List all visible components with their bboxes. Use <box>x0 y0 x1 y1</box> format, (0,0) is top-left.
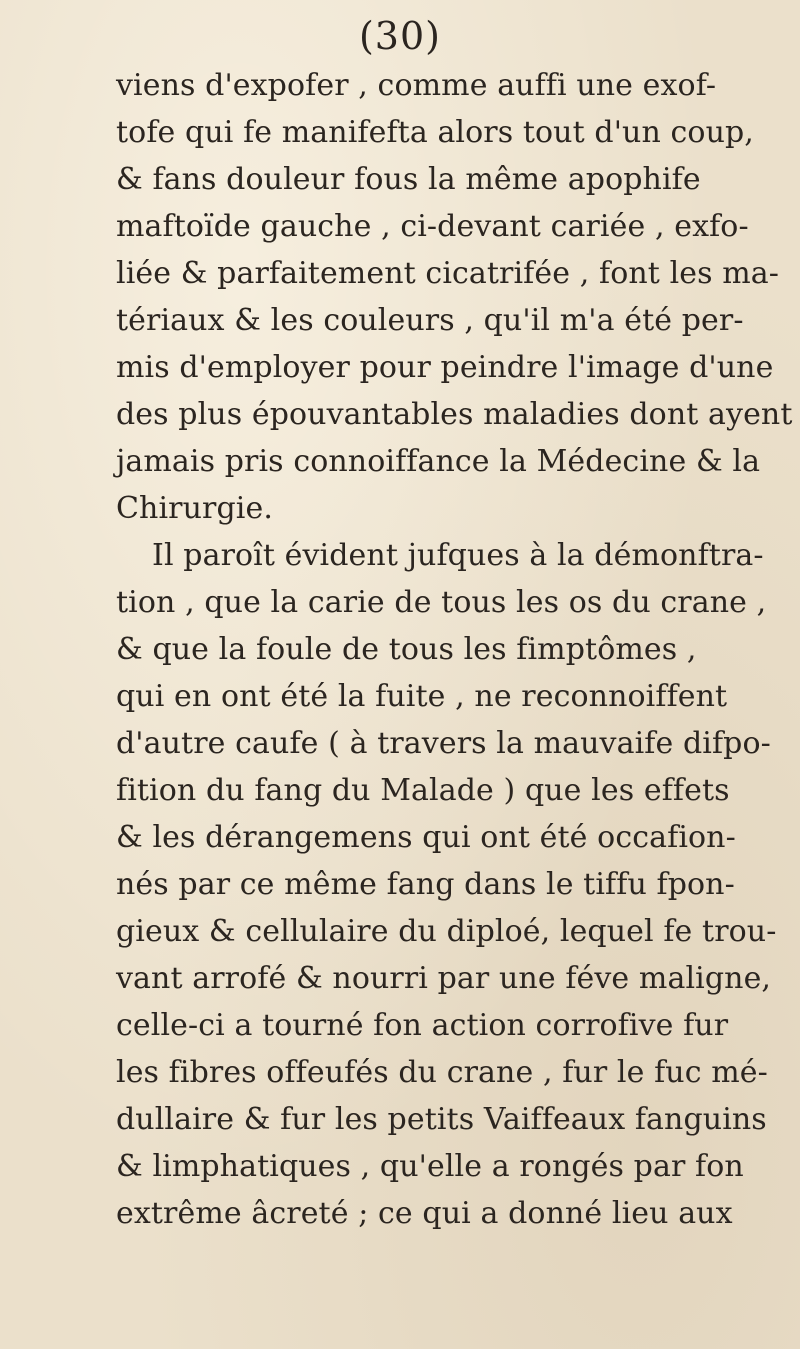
body-text <box>116 62 800 1237</box>
text-line: mis d'employer pour peindre l'image d'une <box>116 350 774 385</box>
text-line: des plus épouvantables maladies dont ayent <box>116 397 793 432</box>
text-line: extrême âcreté ; ce qui a donné lieu aux <box>116 1196 733 1231</box>
text-line: gieux & cellulaire du diploé, lequel fe trou- <box>116 914 777 949</box>
paragraph-start-line: Il paroît évident jufques à la démonftra- <box>152 538 764 573</box>
text-line: viens d'expofer , comme auffi une exof- <box>116 68 717 103</box>
text-line: liée & parfaitement cicatrifée , font les ma- <box>116 256 780 291</box>
text-line: celle-ci a tourné fon action corrofive fur <box>116 1008 729 1043</box>
text-line: & les dérangemens qui ont été occafion- <box>116 820 736 855</box>
text-line: maftoïde gauche , ci-devant cariée , exfo- <box>116 209 749 244</box>
text-line: jamais pris connoiffance la Médecine & la <box>116 444 761 479</box>
text-line: & que la foule de tous les fimptômes , <box>116 632 697 667</box>
text-line: d'autre caufe ( à travers la mauvaife difpo- <box>116 726 771 761</box>
text-line: tofe qui fe manifefta alors tout d'un coup, <box>116 115 754 150</box>
text-line: nés par ce même fang dans le tiffu fpon- <box>116 867 735 902</box>
text-line: vant arrofé & nourri par une féve maligne, <box>116 961 772 996</box>
text-line: & fans douleur fous la même apophife <box>116 162 701 197</box>
text-line: les fibres offeufés du crane , fur le fuc mé- <box>116 1055 768 1090</box>
text-line: dullaire & fur les petits Vaiffeaux fanguins <box>116 1102 767 1137</box>
text-line: fition du fang du Malade ) que les effets <box>116 773 730 808</box>
page-number: (30) <box>358 14 441 58</box>
text-line: Chirurgie. <box>116 491 273 526</box>
text-line: & limphatiques , qu'elle a rongés par fon <box>116 1149 744 1184</box>
text-line: tion , que la carie de tous les os du crane , <box>116 585 767 620</box>
text-line: tériaux & les couleurs , qu'il m'a été per- <box>116 303 744 338</box>
text-line: qui en ont été la fuite , ne reconnoiffent <box>116 679 728 714</box>
